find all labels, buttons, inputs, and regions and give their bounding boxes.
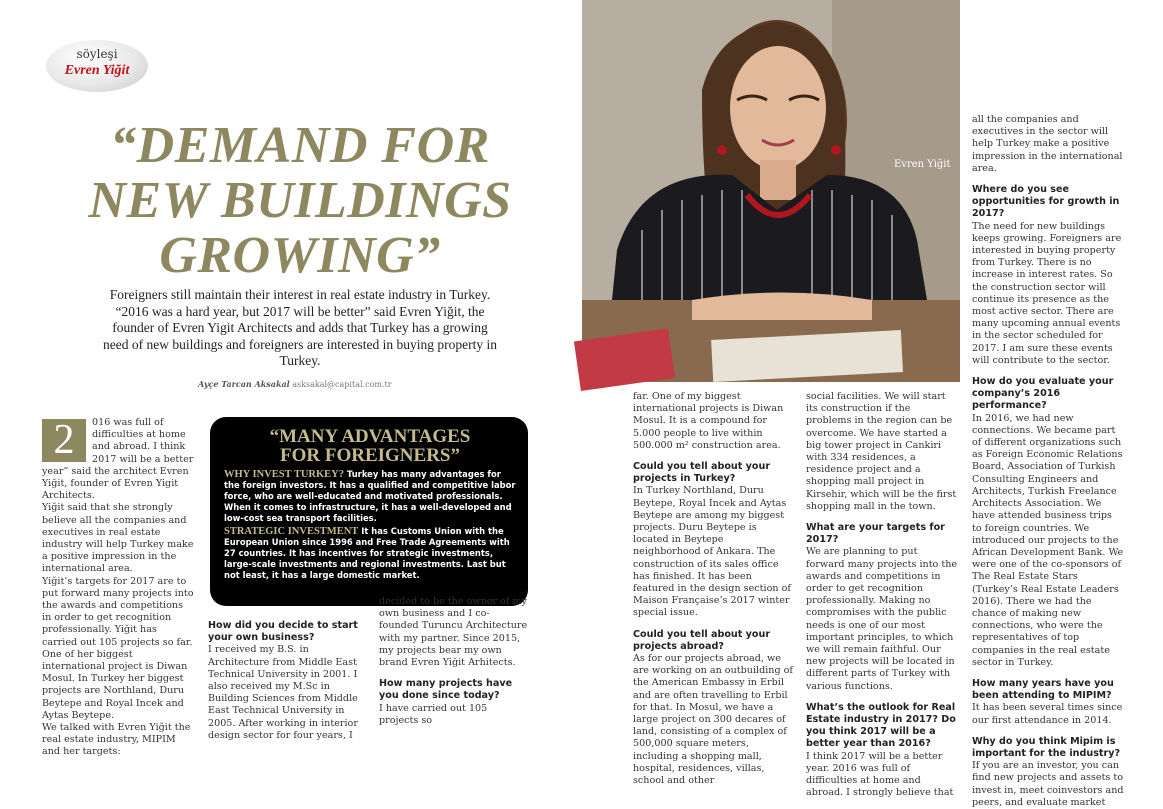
- question: How do you evaluate your company’s 2016 performance?: [972, 376, 1114, 412]
- section-label: söyleşi: [76, 47, 118, 61]
- question: Why do you think Mipim is important for the industry?: [972, 735, 1121, 759]
- article-intro: Foreigners still maintain their interest in real estate industry in Turkey. “2016 was a hard year, but 2017 will be better” said Evren Yiğit, the founder of Evren Yigit Architects and adds that Turkey has a growing need of new buildings and foreigners are interested in buying property in Turkey.: [102, 287, 497, 368]
- question: Could you tell about your projects in Turkey?: [633, 461, 771, 485]
- portrait-photo: [582, 0, 960, 382]
- question: What are your targets for 2017?: [806, 522, 945, 546]
- headline-line-2: NEW BUILDINGS: [88, 172, 512, 229]
- answer: I received my B.S. in Architecture from Middle East Technical University in 2001. I also received my M.Sc in Building Sciences from Middle East Technical University in 2005. After working in interior design sector for four years, I: [208, 644, 358, 741]
- answer: I think 2017 will be a better year. 2016 was full of difficulties at home and abroad. I strongly believe that: [806, 750, 954, 799]
- callout-box: [210, 417, 528, 606]
- callout-title: [224, 427, 516, 465]
- byline-author: Ayçe Tarcan Aksakal: [198, 379, 290, 389]
- callout-title-line-2: FOR FOREIGNERS”: [280, 445, 460, 466]
- byline: [198, 379, 392, 389]
- question: Where do you see opportunities for growth in 2017?: [972, 184, 1120, 220]
- answer: In 2016, we had new connections. We became part of different organizations such as Foreign Economic Relations Board, Association of Turkish Consulting Engineers and Architects, Turkish Freelance Architects Association. We have attended business trips to foreign countries. We introduced our projects to the African Development Bank. We were one of the co-sponsors of The Real Estate Stars (Turkey’s Real Estate Leaders 2016). There we had the chance of making new connections, who were the representatives of top companies in the real estate sector in Turkey.: [972, 412, 1124, 668]
- callout-paragraph: [224, 526, 516, 581]
- drop-cap: 2: [42, 419, 86, 462]
- answer: social facilities. We will start its construction if the problems in the region can be overcome. We have started a big tower project in Cankiri with 334 residences, a residence project and a shopping mall project in Kirsehir, which will be the first shopping mall in the town.: [806, 391, 957, 512]
- paragraph: Yiğit said that she strongly believe all the companies and executives in real estate industry will help Turkey make a positive impression in the international area.: [42, 502, 194, 575]
- answer: The need for new buildings keeps growing. Foreigners are interested in buying property from Turkey. There is no increase in interest rates. So the construction sector will continue its presence as the most active sector. There are many upcoming annual events in the sector scheduled for 2017. I am sure these events will contribute to the sector.: [972, 220, 1122, 366]
- question: How many projects have you done since today?: [379, 678, 513, 702]
- answer: If you are an investor, you can find new projects and assets to invest in, meet coinvestors and peers, and evaluate market: [972, 760, 1124, 808]
- question: How did you decide to start your own business?: [208, 620, 358, 644]
- answer: We are planning to put forward many projects into the awards and competitions in order to get recognition professionally. Making no compromises with the public needs is one of our most important principles, to which we will remain faithful. Our new projects will be located in different parts of Turkey with various functions.: [806, 546, 958, 692]
- answer: decided to be the owner of my own business and I co-founded Turuncu Architecture with my partner. Since 2015, my projects bear my own brand Evren Yiğit Arhitects.: [379, 596, 528, 669]
- section-badge: [46, 40, 148, 92]
- text-column-1: [42, 417, 195, 759]
- answer: It has been several times since our first attendance in 2014.: [972, 702, 1123, 726]
- callout-paragraph: [224, 469, 516, 524]
- text-column-2: [208, 620, 370, 742]
- photo-caption: Evren Yiğit: [894, 159, 951, 170]
- byline-email: asksakal@capital.com.tr: [292, 380, 392, 389]
- text-column-6: [972, 114, 1124, 809]
- paragraph: We talked with Evren Yiğit the real estate industry, MIPIM and her targets:: [42, 722, 191, 758]
- callout-text: It has Customs Union with the European Union since 1996 and Free Trade Agreements with 27 countries. It has incentives for strategic investments, large-scale investments and regional investments. Last but not least, it has a large domestic market.: [224, 526, 510, 580]
- callout-lead: STRATEGIC INVESTMENT: [224, 526, 359, 537]
- interviewee-name: Evren Yiğit: [64, 63, 130, 78]
- answer: all the companies and executives in the sector will help Turkey make a positive impression in the international area.: [972, 114, 1123, 174]
- answer: In Turkey Northland, Duru Beytepe, Royal Incek and Aytas Beytepe are among my biggest projects. Duru Beytepe is located in Beytepe neighborhood of Ankara. The construction of its sales office has finished. It has been featured in the design section of Maison Française’s 2017 winter special issue.: [633, 485, 791, 619]
- headline-line-1: “DEMAND FOR: [110, 117, 490, 174]
- question: What’s the outlook for Real Estate industry in 2017? Do you think 2017 will be a better year than 2016?: [806, 701, 956, 750]
- portrait-illustration: [582, 0, 960, 382]
- text-column-3: [379, 596, 529, 727]
- paragraph: 016 was full of difficulties at home and abroad. I think 2017 will be a better year” said the architect Evren Yiğit, founder of Evren Yigit Architects.: [42, 417, 194, 502]
- text-column-5: [806, 391, 958, 800]
- answer: As for our projects abroad, we are working on an outbuilding of the American Embassy in Erbil and are often travelling to Erbil for that. In Mosul, we have a large project on 300 decares of land, consisting of a complex of 500,000 square meters, including a shopping mall, hospital, residences, villas, school and other: [633, 653, 793, 787]
- answer: I have carried out 105 projects so: [379, 702, 488, 726]
- question: How many years have you been attending to MIPIM?: [972, 677, 1114, 702]
- question: Could you tell about your projects abroad?: [633, 628, 771, 652]
- article-headline: [60, 118, 540, 283]
- callout-lead: WHY INVEST TURKEY?: [224, 469, 345, 480]
- headline-line-3: GROWING”: [159, 227, 441, 284]
- text-column-4: [633, 391, 793, 787]
- callout-text: Turkey has many advantages for the foreign investors. It has a qualified and competitive labor force, who are well-educated and motivated professionals. When it comes to infrastructure, it has a well-developed and low-cost sea transport facilities.: [224, 469, 516, 523]
- paragraph: Yiğit’s targets for 2017 are to put forward many projects into the awards and competitions in order to get recognition professionally. Yiğit has carried out 105 projects so far. One of her biggest international project is Diwan Mosul. In Turkey her biggest projects are Northland, Duru Beytepe and Royal Incek and Aytas Beytepe.: [42, 575, 194, 721]
- answer: far. One of my biggest international projects is Diwan Mosul. It is a compound for 5.000 people to live within 500.000 m² construction area.: [633, 391, 784, 451]
- callout-title-line-1: “MANY ADVANTAGES: [269, 426, 471, 447]
